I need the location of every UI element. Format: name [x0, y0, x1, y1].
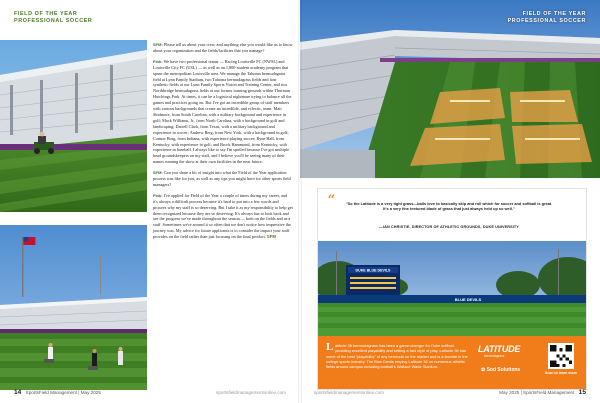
latitude-logo: LATITUDE — [478, 344, 521, 354]
footer-magazine: May 2025 | SportsField Management — [499, 390, 575, 395]
ad-orange-panel — [318, 336, 587, 390]
ad-quote-attribution: —IAN CHRISTIE, DIRECTOR OF ATHLETIC GROUNDS, DUKE UNIVERSITY — [379, 225, 519, 229]
ad-quote-block — [318, 189, 587, 241]
stadium-aerial-photo — [300, 0, 600, 178]
page-number: 14 — [14, 389, 22, 396]
quote-mark-icon: “ — [327, 191, 336, 210]
stadium-mowing-photo — [0, 40, 147, 212]
question-text: Please tell us about your crew, and anything else you would like us to know about your organization and the fields/facilities that you manage? — [153, 42, 293, 53]
duke-softball-field-photo — [318, 241, 587, 336]
latitude-logo-subtitle: bermudagrass — [484, 354, 505, 358]
ad-quote-text: "So the Latitude is a very tight grass—balls love to basically skip and roll which for soccer and softball is great. It's a very fine textured blade of grass that just always held up so well." — [345, 201, 553, 212]
footer-url: sportsfieldmanagementonline.com — [314, 390, 384, 395]
section-label-title: FIELD OF THE YEAR — [14, 11, 78, 17]
scoreboard — [346, 265, 400, 295]
question-text: Can you share a bit of insight into what the Field of the Year application process was like for you, as well as any tips you might have for other sports field managers? — [153, 170, 291, 187]
footer-magazine: SportsField Management | May 2025 — [25, 390, 101, 395]
section-label-category: PROFESSIONAL SOCCER — [507, 18, 586, 24]
sod-solutions-name: Sod Solutions — [486, 367, 521, 373]
question-1 — [153, 42, 293, 54]
qr-code-icon[interactable] — [548, 343, 574, 369]
latitude-advertisement — [317, 188, 587, 390]
page-gutter — [298, 0, 302, 403]
section-label-right — [508, 11, 586, 25]
ad-body-text: atitude 36 bermudagrass has been a game-changer for Duke softball, providing excellent playability and setting a fast style of play. Latitude 36 has some of the best "playability" of any bermuda on the market and is a favorite in the college sports industry. The Blue Devils employ Latitude 36 on numerous athletic fields around campus including football's Wallace Wade Stadium. — [326, 343, 468, 370]
sod-solutions-logo — [481, 367, 520, 373]
scoreboard-text: DUKE BLUE DEVILS — [355, 268, 391, 273]
outfield-wall-sign: BLUE DEVILS — [454, 297, 482, 302]
footer-url: sportsfieldmanagementonline.com — [216, 390, 286, 395]
leaf-icon: ✿ — [481, 367, 486, 373]
question-label: SFM: — [153, 42, 163, 47]
page-number: 15 — [578, 389, 586, 396]
qr-code-label: Scan to learn more — [544, 371, 578, 375]
softball-field-illustration — [318, 241, 587, 336]
stadium-mowing-illustration — [0, 40, 147, 212]
answer-label: Fink: — [153, 58, 163, 64]
drop-cap: L — [326, 341, 334, 353]
section-label-category: PROFESSIONAL SOCCER — [14, 18, 93, 24]
answer-label: Fink: — [153, 192, 163, 198]
crew-mowing-illustration — [0, 225, 147, 390]
answer-text: I've applied for Field of the Year a couple of times during my career, and it's always a difficult process because it's hard to put into a few words and pictures why my staff is so deserving. But I take it as my responsibility to help get them recognized because they are so deserving. It's always fun to look back and see the progress we've made throughout the season — both on the fields and as a staff. Sometimes we're around it so often that we don't notice how impressive the journey was. My advice for future applicants is to consider the impact your staff provides on the field rather than just focusing on the final product. — [153, 192, 293, 240]
section-label-title: FIELD OF THE YEAR — [522, 11, 586, 17]
section-label-left — [14, 11, 92, 25]
answer-2 — [153, 193, 293, 240]
stadium-aerial-illustration — [300, 0, 600, 178]
footer-left — [14, 390, 286, 396]
answer-1 — [153, 59, 293, 165]
crew-mowing-photo — [0, 225, 147, 390]
answer-text: We have two professional teams — Racing Louisville FC (NWSL) and Louisville City FC (USL) — as well as an 1,800-student academy program that spans the metropolitan Louisville area. We manage the Tahoma bermudagrass field at Lynn Family Stadium, two Tahoma bermudagrass fields and four synthetic fields at our Lynn Family Sports Vision and Training Center, and two Northbridge bermudagrass fields at our former training grounds within Thurman Hutchings Park. At times, it can be a logistical nightmare trying to balance all the games and practices going on. But I've got an incredible group of staff members with various backgrounds that create an incredible, and eclectic, team: Matt Skidmore, from South Carolina, with a military background and experience in golf; Mack Williams, Jr., from North Carolina, with a background in golf and landscaping; Darrell Clark, from Texas, with a military background and experience in soccer; Andrew Berg, from New York, with a background in golf; Connor Borg, from Indiana, with experience playing soccer; Ryne Hall, from Kentucky, with experience in golf; and Brock Hammond, from Kentucky, with experience in baseball. I always like to say I'm spoiled because I've got multiple head groundskeepers on my staff, and I believe you'll be seeing many of their names running the show at their own facilities in the near future. — [153, 58, 292, 165]
question-label: SFM: — [153, 170, 163, 176]
right-page — [300, 0, 600, 403]
ad-body — [326, 343, 471, 369]
footer-right — [314, 390, 586, 396]
article-body — [153, 42, 293, 245]
question-2 — [153, 170, 293, 188]
end-mark: SFM — [266, 234, 276, 240]
